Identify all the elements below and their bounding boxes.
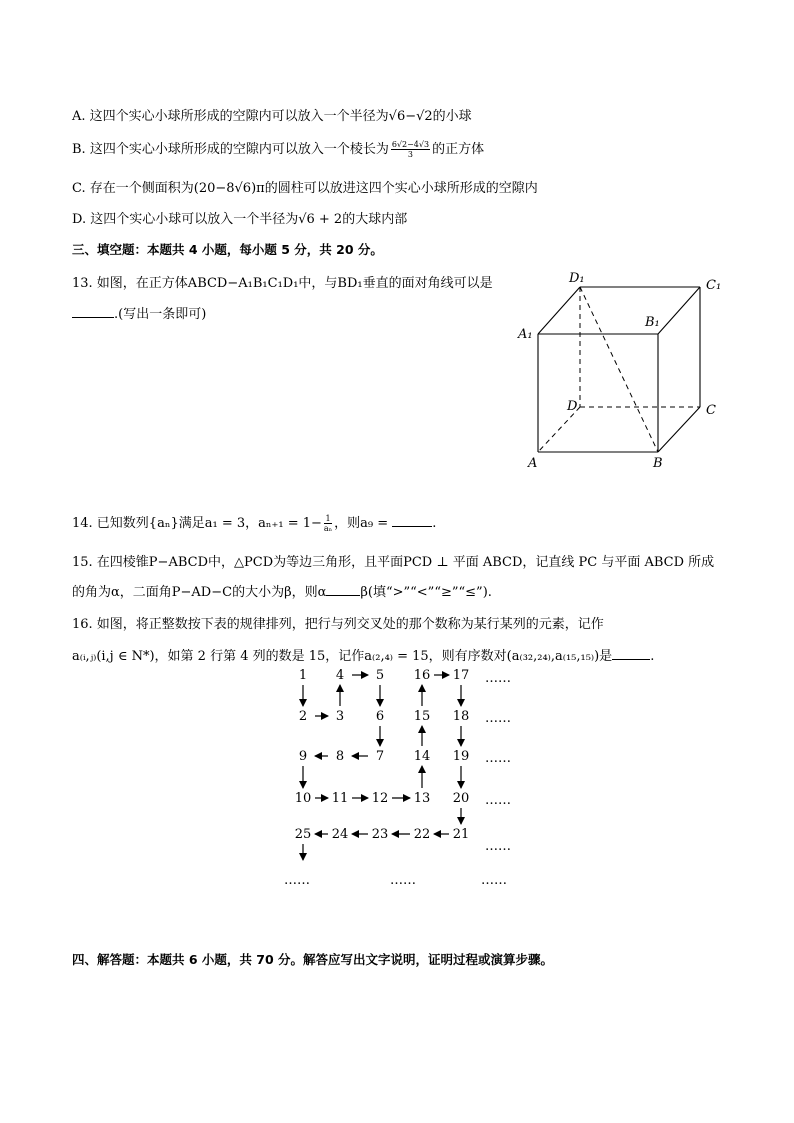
grid-number-20: 20 — [452, 791, 470, 806]
q14-text: 14. 已知数列{aₙ}满足a₁ = 3，aₙ₊₁ = 1− $\frac{1}{\text{aₙ}}$ ，则a₉ = . — [72, 514, 437, 533]
vertex-label-b1: B₁ — [645, 315, 660, 330]
grid-number-8: 8 — [335, 749, 345, 764]
grid-number-11: 11 — [331, 791, 349, 806]
vertex-label-a1: A₁ — [518, 327, 533, 342]
grid-number-10: 10 — [294, 791, 312, 806]
section-4-heading: 四、解答题：本题共 6 小题，共 70 分。解答应写出文字说明，证明过程或演算步骤。 — [72, 952, 554, 967]
vertex-label-b: B — [653, 456, 663, 471]
grid-number-1: 1 — [298, 668, 308, 683]
grid-number-23: 23 — [371, 827, 389, 842]
grid-number-2: 2 — [298, 709, 308, 724]
grid-number-7: 7 — [375, 749, 385, 764]
grid-number-12: 12 — [371, 791, 389, 806]
ellipsis-col-1: …… — [284, 873, 310, 888]
option-b: B. 这四个实心小球所形成的空隙内可以放入一个棱长为 $\frac{6√2-4√3}{3}$ 的正方体 — [72, 140, 485, 159]
option-a: A. 这四个实心小球所形成的空隙内可以放入一个半径为√6−√2的小球 — [72, 109, 472, 124]
grid-numbers — [295, 668, 470, 842]
grid-number-5: 5 — [375, 668, 385, 683]
grid-number-18: 18 — [452, 709, 470, 724]
answer-blank[interactable] — [612, 647, 650, 660]
q16-line-1: 16. 如图，将正整数按下表的规律排列，把行与列交叉处的那个数称为某行某列的元素，记作 — [72, 617, 604, 632]
answer-blank[interactable] — [326, 583, 360, 596]
section-3-heading: 三、填空题：本题共 4 小题，每小题 5 分，共 20 分。 — [72, 242, 383, 257]
q13-text: 13. 如图，在正方体ABCD−A₁B₁C₁D₁中，与BD₁垂直的面对角线可以是 — [72, 276, 493, 291]
grid-number-16: 16 — [413, 668, 431, 683]
ellipsis-row-1: …… — [485, 671, 511, 686]
ellipsis-row-2: …… — [485, 711, 511, 726]
ellipsis-col-5: …… — [481, 873, 507, 888]
cube-hidden-edges — [538, 287, 700, 452]
vertex-label-d1: D₁ — [569, 271, 585, 286]
vertex-label-a: A — [528, 456, 538, 471]
grid-number-21: 21 — [452, 827, 470, 842]
q15-line-1: 15. 在四棱锥P−ABCD中，△PCD为等边三角形，且平面PCD ⊥ 平面 ABCD，记直线 PC 与平面 ABCD 所成 — [72, 555, 715, 570]
grid-number-14: 14 — [413, 749, 431, 764]
vertex-label-d: D — [567, 399, 578, 414]
q15-line-2: 的角为α，二面角P−AD−C的大小为β，则α β(填“>”“<”“≥”“≤”). — [72, 585, 492, 600]
ellipsis-row-4: …… — [485, 793, 511, 808]
fraction: $\frac{6√2-4√3}{3}$ — [391, 140, 430, 159]
answer-blank[interactable] — [72, 305, 114, 318]
ellipsis-row-3: …… — [485, 751, 511, 766]
grid-number-24: 24 — [331, 827, 349, 842]
grid-ellipses — [284, 671, 511, 888]
vertex-label-c1: C₁ — [706, 278, 722, 293]
fraction: $\frac{1}{\text{aₙ}}$ — [323, 514, 333, 533]
grid-number-19: 19 — [452, 749, 470, 764]
cube-figure — [505, 262, 740, 474]
grid-number-22: 22 — [413, 827, 431, 842]
vertex-label-c: C — [706, 403, 716, 418]
grid-number-17: 17 — [452, 668, 470, 683]
grid-number-3: 3 — [335, 709, 345, 724]
grid-number-25: 25 — [294, 827, 312, 842]
option-c: C. 存在一个侧面积为(20−8√6)π的圆柱可以放进这四个实心小球所形成的空隙内 — [72, 181, 538, 196]
grid-number-6: 6 — [375, 709, 385, 724]
grid-number-9: 9 — [298, 749, 308, 764]
ellipsis-row-5: …… — [485, 839, 511, 854]
answer-blank[interactable] — [392, 514, 432, 527]
grid-number-15: 15 — [413, 709, 431, 724]
q16-line-2: a₍ᵢ,ⱼ₎(i,j ∈ N*)，如第 2 行第 4 列的数是 15，记作a₍₂,₄₎ = 15，则有序数对(a₍₃₂,₂₄₎,a₍₁₅,₁₅₎)是 . — [72, 649, 655, 664]
number-grid-figure — [270, 665, 530, 895]
option-d: D. 这四个实心小球可以放入一个半径为√6 + 2的大球内部 — [72, 212, 408, 227]
q13-answer-line: .(写出一条即可) — [72, 303, 206, 322]
grid-number-13: 13 — [413, 791, 431, 806]
ellipsis-col-3: …… — [390, 873, 416, 888]
grid-number-4: 4 — [335, 668, 345, 683]
